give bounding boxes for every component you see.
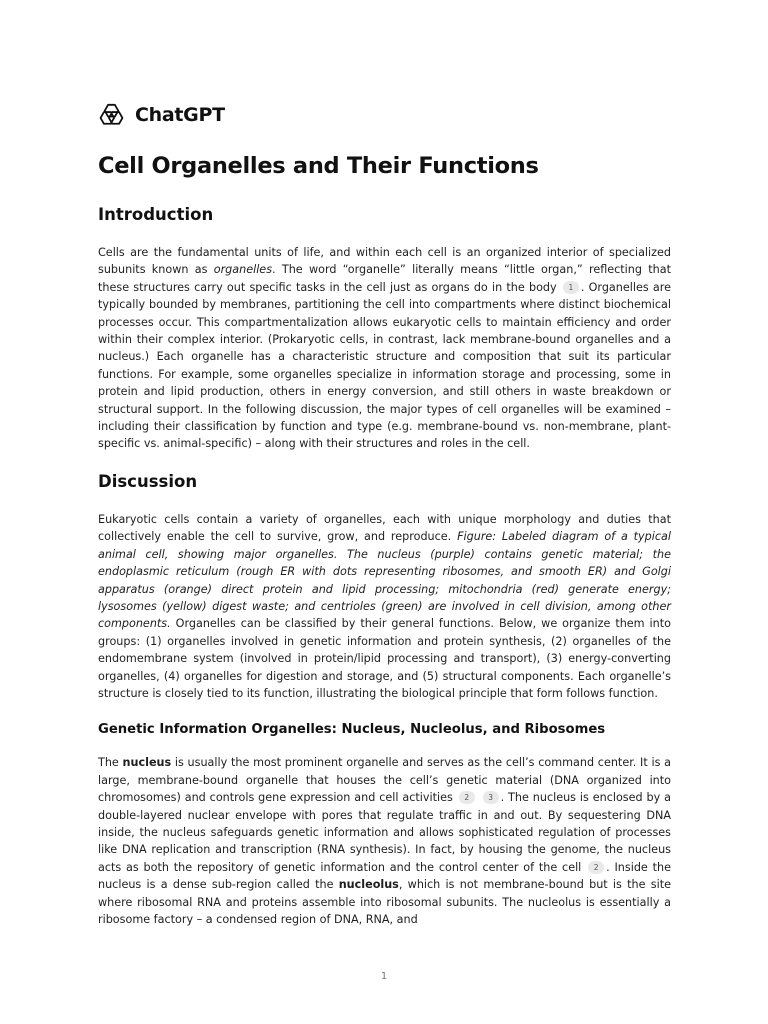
brand-header: [98, 98, 671, 132]
section-heading-discussion: Discussion: [98, 471, 198, 491]
text-span: The: [98, 756, 123, 770]
text-span: . Inside the nucleus is a dense sub-region called the: [98, 860, 671, 892]
genetic-paragraph: [98, 754, 671, 928]
subsection-heading-genetic: Genetic Information Organelles: Nucleus, Nucleolus, and Ribosomes: [98, 722, 606, 738]
figure-caption: Figure: Labeled diagram of a typical animal cell, showing major organelles. The nucleus (purple) contains genetic material; the endoplasmic reticulum (rough ER with dots representing ribosomes, and smooth ER) and Golgi apparatus (orange) direct protein and lipid processing; mitochondria (red) generate energy; lysosomes (yellow) digest waste; and centrioles (green) are involved in cell division, among other components.: [98, 530, 671, 631]
citation-badge[interactable]: 3: [483, 791, 499, 804]
document-page: [98, 98, 671, 946]
text-span: . The word “organelle” literally means “little organ,” reflecting that these structures carry out specific tasks in the cell just as organs do in the body: [98, 263, 671, 294]
brand-name: ChatGPT: [135, 104, 225, 126]
citation-badge[interactable]: 1: [563, 281, 579, 294]
text-span: is usually the most prominent organelle and serves as the cell’s command center. It is a large, membrane-bound organelle that houses the cell’s genetic material (DNA organized into chromosomes) and controls gene expression and cell activities: [98, 756, 671, 805]
emphasis-organelles: organelles: [213, 263, 273, 277]
section-heading-introduction: Introduction: [98, 205, 214, 224]
text-span: . The nucleus is enclosed by a double-layered nuclear envelope with pores that regulate traffic in and out. By sequestering DNA inside, the nucleus safeguards genetic information and allows sophisticated regulation of processes like DNA replication and transcription (RNA synthesis). In fact, by housing the genome, the nucleus acts as both the repository of genetic information and the control center of the cell: [98, 791, 671, 874]
discussion-paragraph: [98, 511, 671, 702]
term-nucleus: nucleus: [122, 756, 172, 770]
citation-badge[interactable]: 2: [459, 791, 475, 804]
text-span: Cells are the fundamental units of life, and within each cell is an organized interior of specialized subunits known as: [98, 246, 671, 277]
openai-logo-icon: [98, 102, 125, 129]
text-span: , which is not membrane-bound but is the site where ribosomal RNA and proteins assemble into ribosomal subunits. The nucleolus is essentially a ribosome factory – a condensed region of DNA, RNA, and: [98, 878, 671, 926]
text-span: Eukaryotic cells contain a variety of organelles, each with unique morphology and duties that collectively enable the cell to survive, grow, and reproduce.: [98, 512, 671, 544]
text-span: . Organelles are typically bounded by membranes, partitioning the cell into compartments where distinct biochemical processes occur. This compartmentalization allows eukaryotic cells to maintain efficiency and order within their complex interior. (Prokaryotic cells, in contrast, lack membrane-bound organelles and a nucleus.) Each organelle has a characteristic structure and composition that suit its particular functions. For example, some organelles specialize in information storage and processing, some in protein and lipid production, others in energy conversion, and still others in waste breakdown or structural support. In the following discussion, the major types of cell organelles will be examined – including their classification by function and type (e.g. membrane-bound vs. non-membrane, plant-specific vs. animal-specific) – along with their structures and roles in the cell.: [98, 280, 671, 451]
citation-badge[interactable]: 2: [588, 861, 604, 874]
text-span: Organelles can be classified by their general functions. Below, we organize them into groups: (1) organelles involved in genetic information and protein synthesis, (2) organelles of the endomembrane system (involved in protein/lipid processing and transport), (3) energy-converting organelles, (4) organelles for digestion and storage, and (5) structural components. Each organelle’s structure is closely tied to its function, illustrating the biological principle that form follows function.: [98, 617, 671, 700]
introduction-paragraph: [98, 244, 671, 453]
document-title: Cell Organelles and Their Functions: [98, 153, 539, 179]
page-number: 1: [380, 971, 388, 982]
term-nucleolus: nucleolus: [338, 878, 399, 892]
